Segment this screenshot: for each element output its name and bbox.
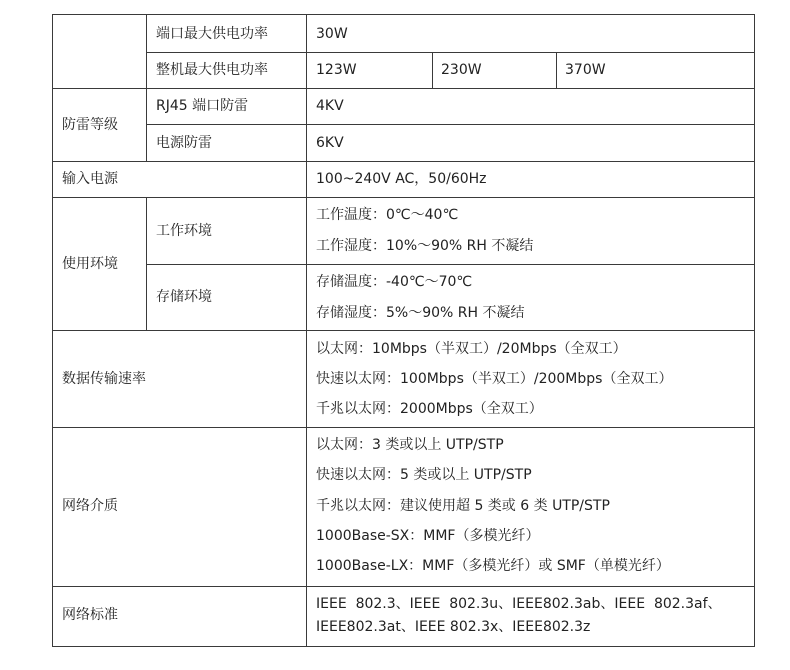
- rule: [146, 264, 755, 265]
- input-power-value: 100~240V AC，50/60Hz: [316, 171, 487, 187]
- rule: [432, 52, 433, 88]
- rule: [52, 88, 755, 89]
- port-max-power-label: 端口最大供电功率: [156, 26, 268, 42]
- working-env-label: 工作环境: [156, 223, 212, 239]
- data-rate-label: 数据传输速率: [62, 371, 146, 387]
- device-max-power-value: 123W: [316, 62, 357, 78]
- port-max-power-value: 30W: [316, 26, 348, 42]
- environment-group-label: 使用环境: [62, 256, 118, 272]
- working-env-line: 工作湿度：10%～90% RH 不凝结: [316, 238, 534, 254]
- storage-env-label: 存储环境: [156, 289, 212, 305]
- storage-env-line: 存储湿度：5%～90% RH 不凝结: [316, 305, 525, 321]
- input-power-label: 输入电源: [62, 171, 118, 187]
- rule: [306, 14, 307, 647]
- device-max-power-value: 370W: [565, 62, 606, 78]
- surge-power-label: 电源防雷: [156, 135, 212, 151]
- rule: [52, 427, 755, 428]
- rule: [52, 197, 755, 198]
- media-line: 1000Base-SX：MMF（多模光纤）: [316, 528, 540, 544]
- rule: [146, 124, 755, 125]
- surge-rj45-value: 4KV: [316, 98, 344, 114]
- media-line: 1000Base-LX：MMF（多模光纤）或 SMF（单模光纤）: [316, 558, 670, 574]
- rule: [146, 14, 147, 161]
- surge-power-value: 6KV: [316, 135, 344, 151]
- rule-top: [52, 14, 755, 15]
- rule: [52, 330, 755, 331]
- rule: [556, 52, 557, 88]
- data-rate-line: 快速以太网：100Mbps（半双工）/200Mbps（全双工）: [316, 371, 673, 387]
- media-line: 千兆以太网：建议使用超 5 类或 6 类 UTP/STP: [316, 498, 610, 514]
- media-line: 快速以太网：5 类或以上 UTP/STP: [316, 467, 532, 483]
- rule: [146, 197, 147, 330]
- data-rate-line: 以太网：10Mbps（半双工）/20Mbps（全双工）: [316, 341, 627, 357]
- working-env-line: 工作温度：0℃～40℃: [316, 207, 459, 223]
- data-rate-line: 千兆以太网：2000Mbps（全双工）: [316, 401, 543, 417]
- device-max-power-label: 整机最大供电功率: [156, 62, 268, 78]
- standards-line: IEEE 802.3、IEEE 802.3u、IEEE802.3ab、IEEE 802.3af、: [316, 596, 722, 612]
- rule: [52, 586, 755, 587]
- surge-rj45-label: RJ45 端口防雷: [156, 98, 249, 114]
- storage-env-line: 存储温度：-40℃～70℃: [316, 274, 473, 290]
- standards-line: IEEE802.3at、IEEE 802.3x、IEEE802.3z: [316, 619, 591, 635]
- device-max-power-value: 230W: [441, 62, 482, 78]
- media-line: 以太网：3 类或以上 UTP/STP: [316, 437, 504, 453]
- surge-group-label: 防雷等级: [62, 117, 118, 133]
- rule-left: [52, 14, 53, 647]
- rule-bottom: [52, 646, 755, 647]
- standards-label: 网络标准: [62, 607, 118, 623]
- rule: [146, 52, 755, 53]
- media-label: 网络介质: [62, 498, 118, 514]
- rule: [52, 161, 755, 162]
- rule-right: [754, 14, 755, 647]
